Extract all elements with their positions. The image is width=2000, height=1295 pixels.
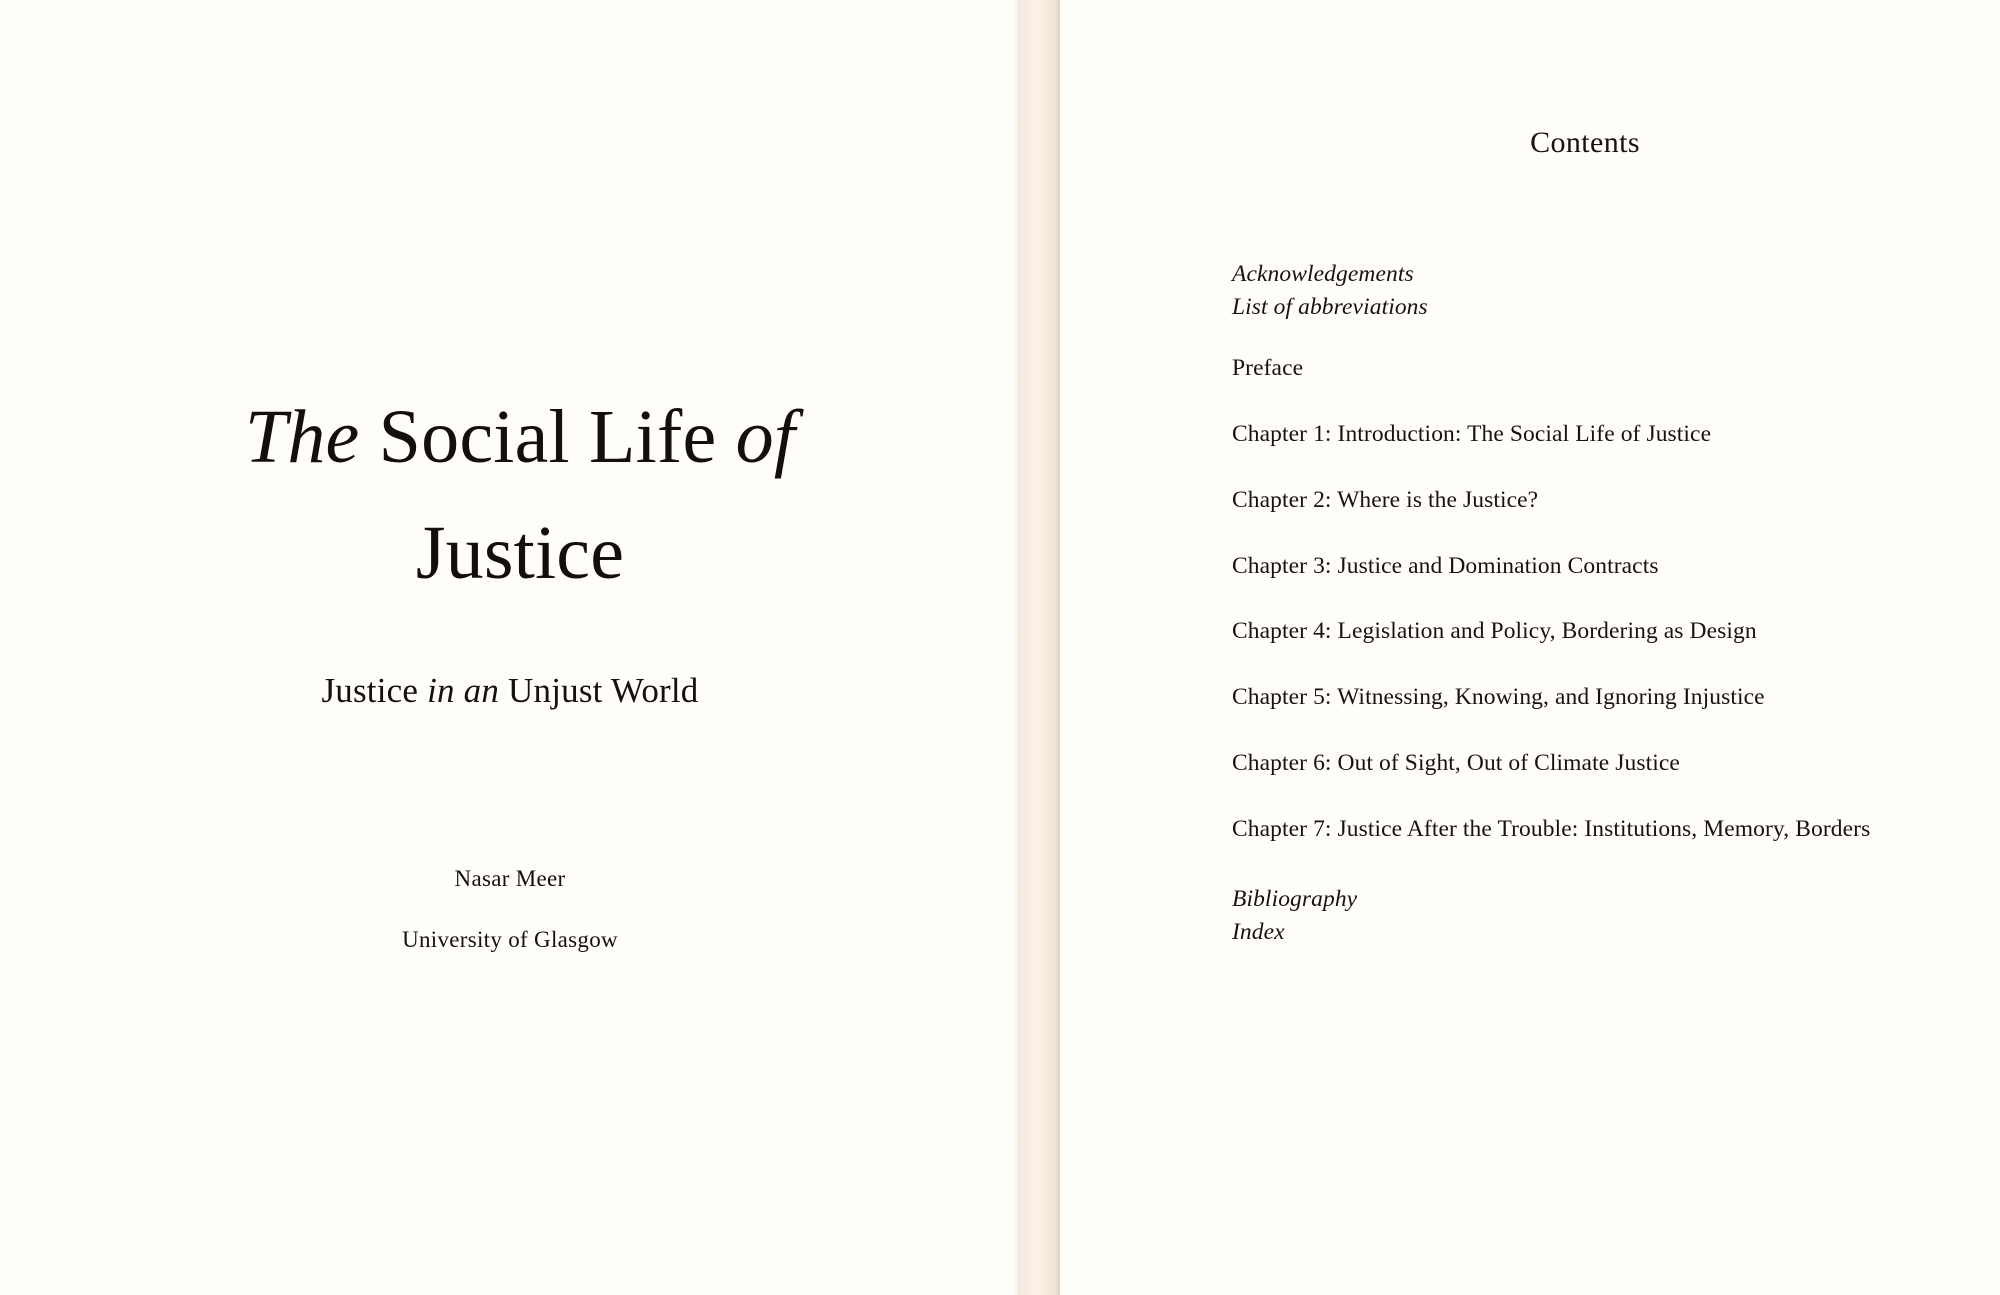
page-gutter: [1020, 0, 1060, 1295]
spacer: [1232, 381, 1972, 422]
spacer: [1232, 912, 1972, 920]
book-title: [150, 380, 870, 611]
spacer: [1232, 710, 1972, 751]
author-affiliation: University of Glasgow: [402, 927, 618, 953]
spacer: [1232, 513, 1972, 554]
book-subtitle-part2: Unjust World: [508, 671, 699, 711]
book-title-word-justice: Justice: [415, 510, 625, 595]
spacer: [1232, 776, 1972, 817]
book-subtitle-part1: Justice: [321, 671, 419, 711]
spacer: [1232, 447, 1972, 488]
table-of-contents: [1232, 262, 1972, 945]
book-subtitle-italic: in an: [427, 671, 500, 711]
toc-item-chapter-5[interactable]: Chapter 5: Witnessing, Knowing, and Ignoring Injustice: [1232, 684, 1765, 711]
spacer: [1232, 842, 1972, 887]
toc-item-chapter-4[interactable]: Chapter 4: Legislation and Policy, Bordering as Design: [1232, 618, 1757, 645]
contents-heading: Contents: [1530, 126, 1640, 159]
toc-item-index[interactable]: Index: [1232, 918, 1285, 945]
spacer: [1232, 644, 1972, 685]
spacer: [1232, 320, 1972, 356]
spacer: [1232, 578, 1972, 619]
book-title-word-of: of: [735, 395, 796, 479]
toc-item-chapter-2[interactable]: Chapter 2: Where is the Justice?: [1232, 486, 1539, 513]
book-title-word-social-life: Social Life: [378, 395, 717, 479]
toc-item-chapter-3[interactable]: Chapter 3: Justice and Domination Contracts: [1232, 552, 1659, 579]
contents-page: [1060, 0, 2000, 1295]
toc-item-chapter-7[interactable]: Chapter 7: Justice After the Trouble: Institutions, Memory, Borders: [1232, 816, 1871, 843]
toc-item-list-of-abbreviations[interactable]: List of abbreviations: [1232, 293, 1428, 320]
toc-item-preface[interactable]: Preface: [1232, 354, 1304, 381]
toc-item-bibliography[interactable]: Bibliography: [1232, 886, 1358, 913]
toc-item-acknowledgements[interactable]: Acknowledgements: [1232, 261, 1414, 287]
toc-item-chapter-1[interactable]: Chapter 1: Introduction: The Social Life of Justice: [1232, 420, 1712, 447]
title-block: [0, 0, 1020, 953]
author-name: Nasar Meer: [454, 866, 566, 892]
book-title-word-the: The: [244, 395, 360, 479]
book-subtitle: [0, 671, 1020, 711]
toc-item-chapter-6[interactable]: Chapter 6: Out of Sight, Out of Climate Justice: [1232, 750, 1680, 777]
